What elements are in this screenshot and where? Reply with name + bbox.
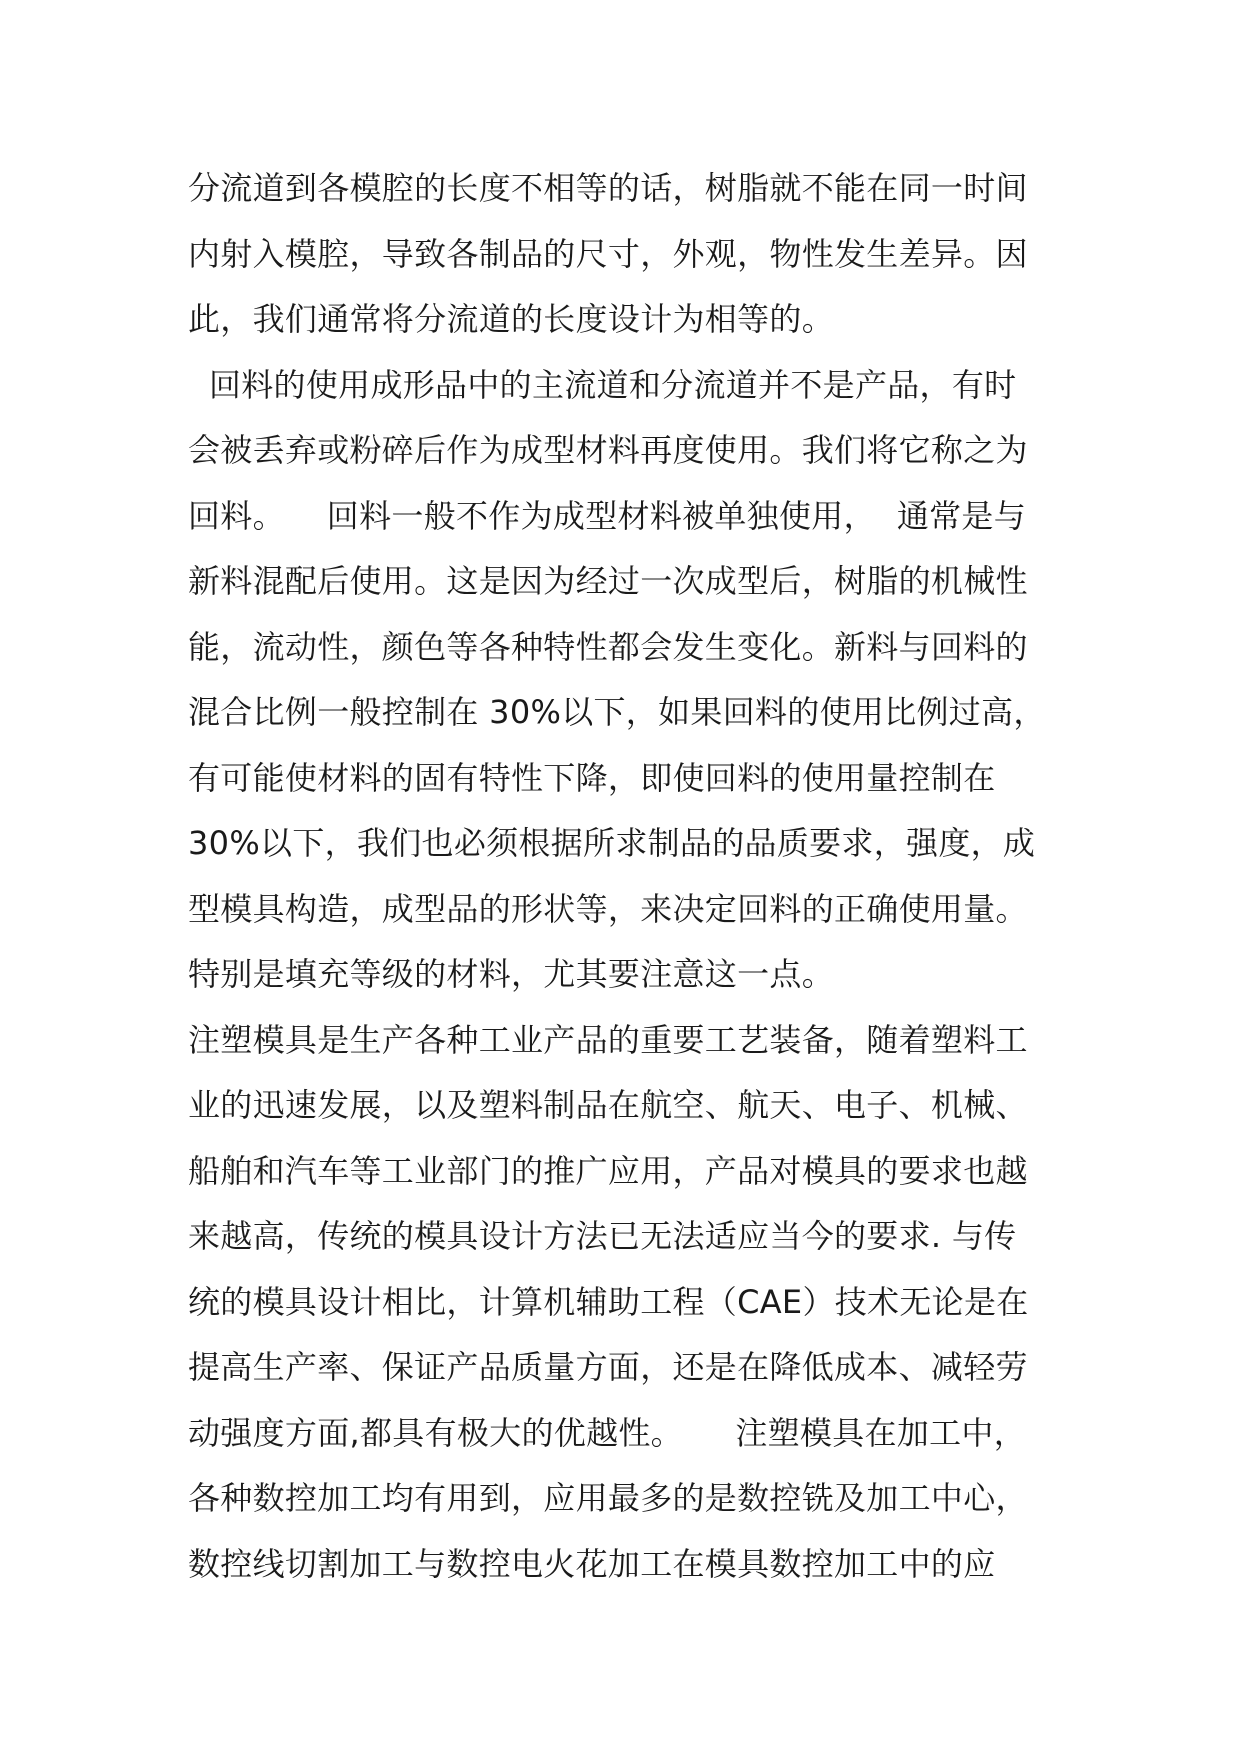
text-line: 内射入模腔，导致各制品的尺寸，外观，物性发生差异。因 — [188, 234, 1028, 273]
text-line: 新料混配后使用。这是因为经过一次成型后，树脂的机械性 — [188, 562, 1028, 600]
text-line: 会被丢弃或粉碎后作为成型材料再度使用。我们将它称之为 — [188, 431, 1028, 469]
text-line: 30%以下，我们也必须根据所求制品的品质要求，强度，成 — [188, 824, 1036, 862]
text-line: 型模具构造，成型品的形状等，来决定回料的正确使用量。 — [188, 889, 1028, 928]
text-line: 能，流动性，颜色等各种特性都会发生变化。新料与回料的 — [188, 627, 1028, 666]
text-line: 特别是填充等级的材料，尤其要注意这一点。 — [188, 955, 835, 993]
text-line: 提高生产率、保证产品质量方面，还是在降低成本、减轻劳 — [188, 1348, 1028, 1386]
text-line: 回料。 回料一般不作为成型材料被单独使用， 通常是与 — [188, 496, 1027, 535]
body-text — [188, 156, 1068, 1597]
text-line: 分流道到各模腔的长度不相等的话，树脂就不能在同一时间 — [188, 169, 1028, 207]
text-line: 业的迅速发展，以及塑料制品在航空、航天、电子、机械、 — [188, 1086, 1028, 1124]
text-line: 船舶和汽车等工业部门的推广应用，产品对模具的要求也越 — [188, 1151, 1028, 1190]
text-line: 注塑模具是生产各种工业产品的重要工艺装备，随着塑料工 — [188, 1020, 1028, 1059]
text-line: 回料的使用成形品中的主流道和分流道并不是产品，有时 — [188, 365, 1017, 404]
text-line: 各种数控加工均有用到，应用最多的是数控铣及加工中心， — [188, 1479, 1028, 1517]
text-line: 混合比例一般控制在 30%以下，如果回料的使用比例过高， — [188, 693, 1046, 731]
text-line: 来越高，传统的模具设计方法已无法适应当今的要求. 与传 — [188, 1217, 1017, 1255]
text-line: 此，我们通常将分流道的长度设计为相等的。 — [188, 300, 835, 338]
text-line: 统的模具设计相比，计算机辅助工程（CAE）技术无论是在 — [188, 1282, 1029, 1321]
text-line: 数控线切割加工与数控电火花加工在模具数控加工中的应 — [188, 1544, 996, 1583]
text-line: 有可能使材料的固有特性下降，即使回料的使用量控制在 — [188, 758, 996, 797]
text-line: 动强度方面,都具有极大的优越性。 注塑模具在加工中， — [188, 1413, 1027, 1452]
